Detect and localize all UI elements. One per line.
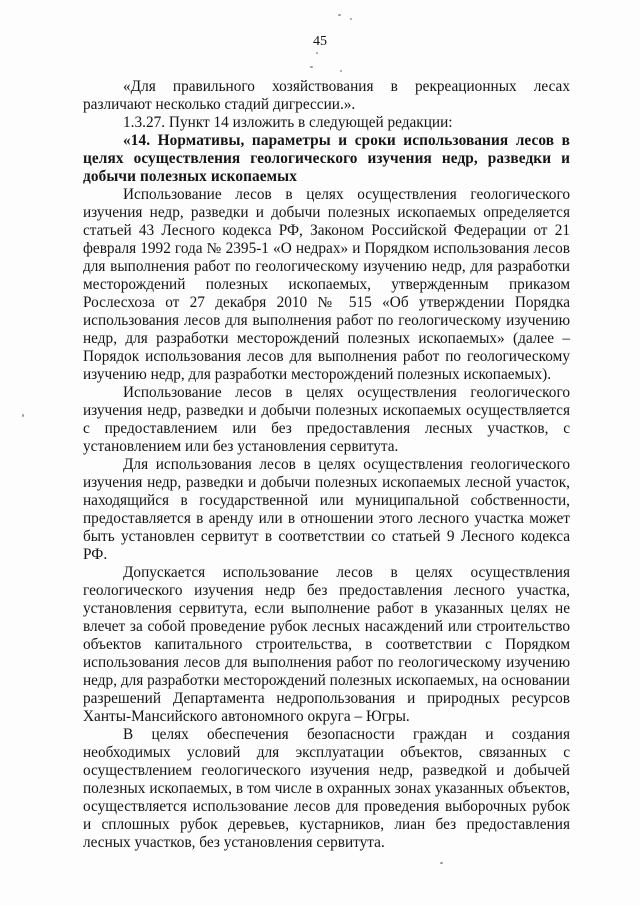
- section-heading: «14. Нормативы, параметры и сроки использования лесов в целях осуществления геологического изучения недр, разведки и добычи полезных ископаемых: [83, 132, 570, 185]
- amendment-line: 1.3.27. Пункт 14 изложить в следующей редакции:: [123, 114, 453, 131]
- scan-speck: [22, 414, 24, 417]
- quote-line: «Для правильного хозяйствования в рекреационных лесах различают несколько стадий дигрессии.».: [83, 78, 570, 113]
- scan-speck: [338, 14, 341, 16]
- paragraph: Допускается использование лесов в целях осуществления геологического изучения недр без предоставления лесного участка, установления сервитута, если выполнение работ в указанных целях не влечет за собой проведение рубок лесных насаждений или строительство объектов капитального строительства, в соответствии с Порядком использования лесов для выполнения работ по геологическому изучению недр, для разработки месторождений полезных ископаемых, на основании разрешений Департамента недропользования и природных ресурсов Ханты-Мансийского автономного округа – Югры.: [83, 564, 570, 725]
- body-text: [83, 78, 570, 186]
- paragraph: Использование лесов в целях осуществления геологического изучения недр, разведки и добычи полезных ископаемых осуществляется с предоставлением или без предоставления лесных участков, с установлением или без установления сервитута.: [83, 384, 570, 455]
- paragraph: Для использования лесов в целях осуществления геологического изучения недр, разведки и добычи полезных ископаемых лесной участок, находящийся в государственной или муниципальной собственности, предоставляется в аренду или в отношении этого лесного участка может быть установлен сервитут в соответствии со статьей 9 Лесного кодекса РФ.: [83, 456, 570, 563]
- paragraph: В целях обеспечения безопасности граждан и создания необходимых условий для эксплуатации объектов, связанных с осуществлением геологического изучения недр, разведкой и добычей полезных ископаемых, в том числе в охранных зонах указанных объектов, осуществляется использование лесов для проведения выборочных рубок и сплошных рубок деревьев, кустарников, лиан без предоставления лесных участков, без установления сервитута.: [83, 726, 570, 851]
- page-number: 45: [313, 34, 327, 49]
- scan-speck: [440, 862, 443, 864]
- paragraph: Использование лесов в целях осуществления геологического изучения недр, разведки и добычи полезных ископаемых определяется статьей 43 Лесного кодекса РФ, Законом Российской Федерации от 21 февраля 1992 года № 2395-1 «О недрах» и Порядком использования лесов для выполнения работ по геологическому изучению недр, для разработки месторождений полезных ископаемых, утвержденным приказом Рослесхоза от 27 декабря 2010 № 515 «Об утверждении Порядка использования лесов для выполнения работ по геологическому изучению недр, для разработки месторождений полезных ископаемых» (далее – Порядок использования лесов для выполнения работ по геологическому изучению недр, для разработки месторождений полезных ископаемых).: [83, 186, 570, 383]
- scan-speck: [340, 70, 342, 72]
- scan-speck: [350, 18, 352, 20]
- scan-speck: [310, 66, 313, 68]
- scan-speck: [316, 52, 318, 54]
- section-body: [83, 186, 570, 852]
